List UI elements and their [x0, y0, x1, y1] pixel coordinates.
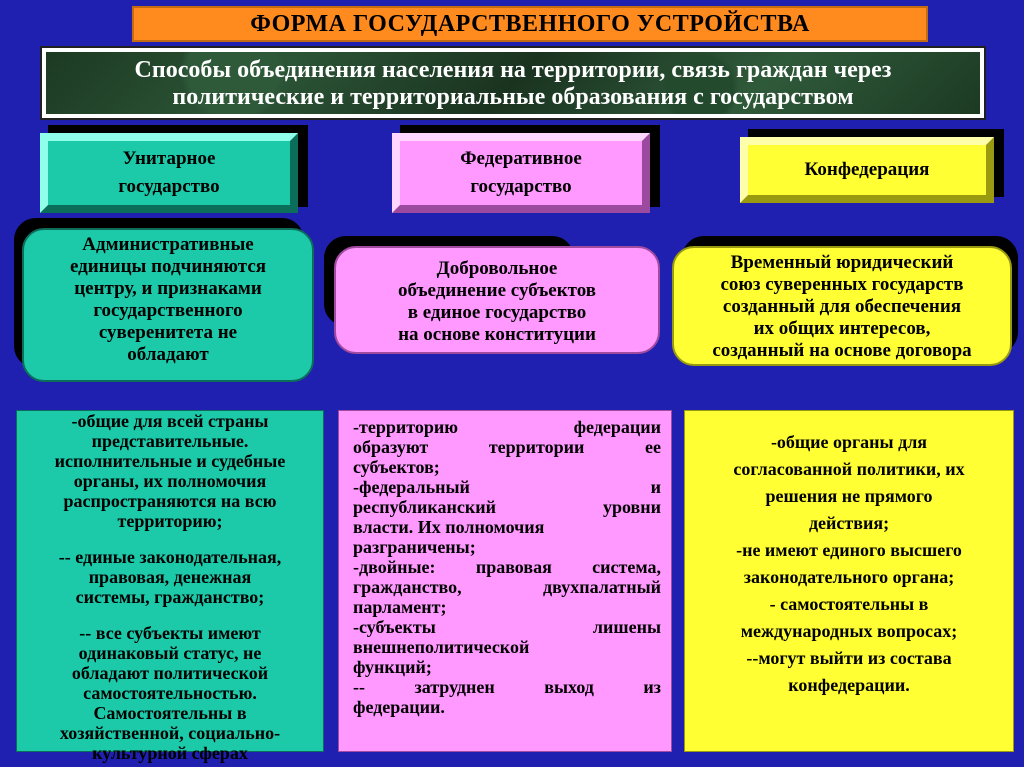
- feature-line: - самостоятельны в: [769, 594, 929, 614]
- feature-line: внешнеполитической: [353, 637, 530, 657]
- feature-line: функций;: [353, 657, 432, 677]
- feature-line: -территорию федерации: [353, 417, 661, 437]
- feature-line: согласованной политики, их: [733, 459, 965, 479]
- feature-line: органы, их полномочия: [73, 471, 267, 491]
- def-confed-line: созданный для обеспечения: [722, 296, 962, 317]
- def-federal-line: на основе конституции: [398, 324, 596, 345]
- feature-line: исполнительные и судебные: [54, 451, 286, 471]
- feature-line: парламент;: [353, 597, 447, 617]
- feature-line: системы, гражданство;: [75, 587, 265, 607]
- feature-line: образуют территории ее: [353, 437, 661, 457]
- def-federal-line: Добровольное: [436, 258, 558, 279]
- def-confed-line: их общих интересов,: [753, 318, 931, 339]
- def-unitary-line: Административные: [82, 234, 254, 255]
- type-confed-line-1: Конфедерация: [804, 159, 930, 180]
- feature-line: -двойные: правовая система,: [353, 557, 661, 577]
- feature-line: решения не прямого: [765, 486, 933, 506]
- feature-line: -федеральный и: [353, 477, 661, 497]
- type-federal-line-2: государство: [470, 176, 572, 197]
- subtitle-line-2: политические и территориальные образования с государством: [172, 84, 854, 110]
- feature-line: республиканский уровни: [353, 497, 661, 517]
- type-unitary-line-1: Унитарное: [122, 148, 216, 169]
- features-unitary: [16, 410, 324, 763]
- def-confed-line: союз суверенных государств: [720, 274, 964, 295]
- type-federal-box: [392, 133, 650, 213]
- features-confed: [684, 410, 1014, 752]
- definition-unitary: [22, 228, 314, 382]
- def-unitary-line: обладают: [127, 344, 209, 365]
- feature-line: правовая, денежная: [88, 567, 252, 587]
- feature-line: -- затруднен выход из: [353, 677, 661, 697]
- feature-line: разграничены;: [353, 537, 476, 557]
- feature-line: субъектов;: [353, 457, 440, 477]
- feature-line: распространяются на всю: [63, 491, 277, 511]
- feature-line: -субъекты лишены: [353, 617, 661, 637]
- type-unitary-line-2: государство: [118, 176, 220, 197]
- type-confed-box: [740, 137, 994, 203]
- feature-line: -общие для всей страны: [71, 411, 269, 431]
- feature-line: самостоятельностью.: [83, 683, 257, 703]
- feature-line: -общие органы для: [770, 432, 928, 452]
- def-unitary-line: суверенитета не: [98, 322, 238, 343]
- def-federal-line: объединение субъектов: [397, 280, 597, 301]
- def-confed-line: Временный юридический: [730, 252, 954, 273]
- feature-line: гражданство, двухпалатный: [353, 577, 661, 597]
- feature-block: [21, 411, 319, 531]
- subtitle-box: [46, 52, 980, 114]
- definition-federal: [334, 246, 660, 354]
- feature-line: одинаковый статус, не: [78, 643, 262, 663]
- feature-line: культурной сферах: [92, 743, 248, 763]
- type-federal-line-1: Федеративное: [460, 148, 582, 169]
- feature-line: действия;: [808, 513, 890, 533]
- feature-line: --могут выйти из состава: [746, 648, 952, 668]
- type-unitary-box: [40, 133, 298, 213]
- feature-line: власти. Их полномочия: [353, 517, 545, 537]
- def-unitary-line: государственного: [93, 300, 243, 321]
- feature-line: конфедерации.: [788, 675, 910, 695]
- features-federal: [338, 410, 672, 752]
- def-unitary-line: единицы подчиняются: [69, 256, 267, 277]
- feature-line: федерации.: [353, 697, 445, 717]
- feature-line: представительные.: [91, 431, 249, 451]
- feature-line: -- единые законодательная,: [58, 547, 282, 567]
- feature-block: [21, 547, 319, 607]
- def-unitary-line: центру, и признаками: [74, 278, 262, 299]
- page-title: ФОРМА ГОСУДАРСТВЕННОГО УСТРОЙСТВА: [132, 6, 928, 42]
- feature-line: Самостоятельны в: [93, 703, 247, 723]
- feature-line: -- все субъекты имеют: [79, 623, 261, 643]
- feature-line: обладают политической: [71, 663, 269, 683]
- def-federal-line: в единое государство: [407, 302, 587, 323]
- feature-line: международных вопросах;: [740, 621, 958, 641]
- def-confed-line: созданный на основе договора: [712, 340, 972, 361]
- subtitle-line-1: Способы объединения населения на территории, связь граждан через: [134, 57, 892, 83]
- feature-line: территорию;: [117, 511, 223, 531]
- definition-confed: [672, 246, 1012, 366]
- feature-line: законодательного органа;: [743, 567, 955, 587]
- feature-block: [21, 623, 319, 763]
- feature-line: -не имеют единого высшего: [736, 540, 962, 560]
- feature-line: хозяйственной, социально-: [59, 723, 281, 743]
